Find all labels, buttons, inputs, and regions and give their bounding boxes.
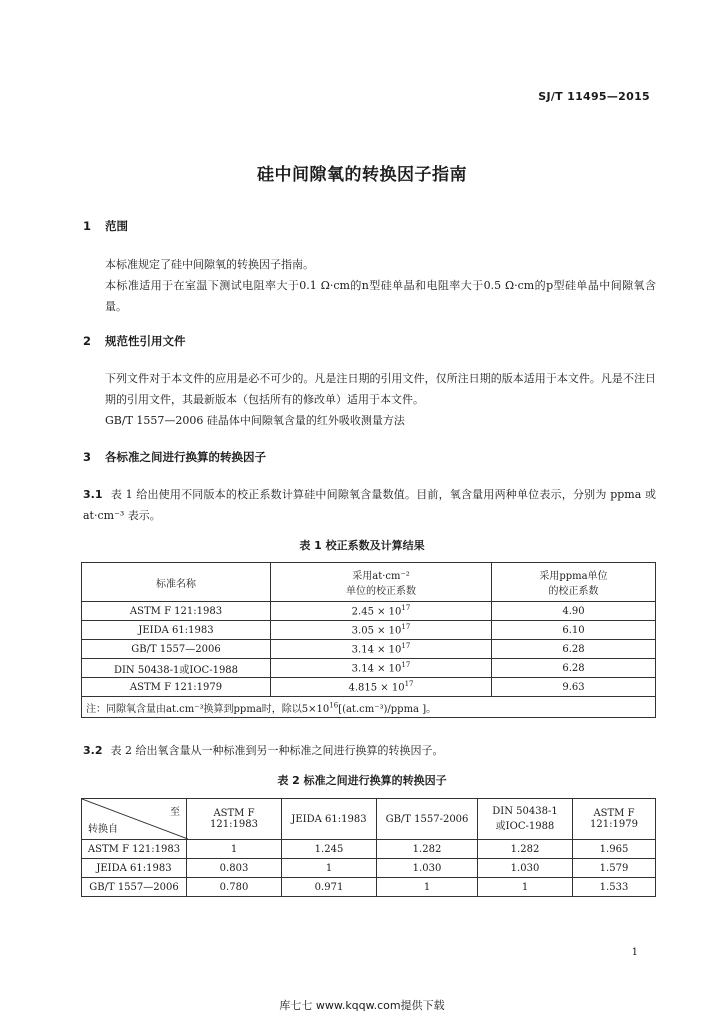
- table-1-header-standard: 标准名称: [82, 563, 271, 602]
- table-2-header-col: DIN 50438-1 或IOC-1988: [478, 799, 573, 840]
- table-2-cell: 0.780: [187, 878, 282, 897]
- clause-3-1: [83, 484, 656, 526]
- table-2-cell: 1.030: [377, 859, 478, 878]
- section-2-heading: [83, 333, 186, 349]
- download-footer[interactable]: 库七七 www.kqqw.com提供下载: [279, 999, 445, 1012]
- section-1-paragraph-1: 本标准规定了硅中间隙氧的转换因子指南。: [105, 258, 314, 271]
- table-2-cell: 1.282: [377, 840, 478, 859]
- table-1-header-atcm: [271, 563, 492, 602]
- section-3-title: 各标准之间进行换算的转换因子: [105, 450, 266, 464]
- table-2-cell: 1.282: [478, 840, 573, 859]
- table-1-cell-coef: $2.45 \times 10^{17}$: [271, 602, 492, 621]
- table-2-header-col: JEIDA 61:1983: [282, 799, 377, 840]
- table-1-cell-name: JEIDA 61:1983: [82, 621, 271, 640]
- table-2-cell: 1.030: [478, 859, 573, 878]
- section-1-paragraph-2: 本标准适用于在室温下测试电阻率大于0.1 Ω·cm的n型硅单晶和电阻率大于0.5 Ω·cm的p型硅单晶中间隙氧含量。: [105, 279, 656, 313]
- document-title: 硅中间隙氧的转换因子指南: [257, 165, 467, 185]
- table-2-header-col: ASTM F 121:1983: [187, 799, 282, 840]
- table-row: [82, 878, 656, 897]
- clause-3-2-text: 表 2 给出氧含量从一种标准到另一种标准之间进行换算的转换因子。: [110, 744, 444, 757]
- table-1-cell-ppma: 6.28: [492, 659, 656, 678]
- table-1-cell-name: DIN 50438-1或IOC-1988: [82, 659, 271, 678]
- table-2-row-label: JEIDA 61:1983: [82, 859, 187, 878]
- table-2-row-label: GB/T 1557—2006: [82, 878, 187, 897]
- table-1-cell-ppma: 9.63: [492, 678, 656, 697]
- clause-3-2: [83, 740, 656, 761]
- table-2-caption: 表 2 标准之间进行换算的转换因子: [277, 774, 447, 787]
- table-row: [82, 640, 656, 659]
- table-2-cell: 1.533: [573, 878, 656, 897]
- table-1-note-row: [82, 697, 656, 718]
- table-1-cell-name: ASTM F 121:1983: [82, 602, 271, 621]
- table-1-cell-ppma: 6.10: [492, 621, 656, 640]
- section-2-title: 规范性引用文件: [105, 334, 186, 348]
- table-1-cell-coef: $3.14 \times 10^{17}$: [271, 640, 492, 659]
- section-2-body: [83, 368, 656, 431]
- table-2-cell: 0.971: [282, 878, 377, 897]
- table-2-row-label: ASTM F 121:1983: [82, 840, 187, 859]
- standard-code: SJ/T 11495—2015: [538, 90, 650, 103]
- page-number: 1: [631, 947, 638, 958]
- clause-3-1-text: 表 1 给出使用不同版本的校正系数计算硅中间隙氧含量数值。目前，氧含量用两种单位表示，分别为 ppma 或 at·cm⁻³ 表示。: [83, 488, 656, 522]
- section-1-body: [83, 254, 656, 317]
- table-2-cell: 1: [377, 878, 478, 897]
- table-1-cell-coef: $4.815 \times 10^{17}$: [271, 678, 492, 697]
- table-2-corner-to: 至: [170, 807, 180, 818]
- table-2-cell: 1: [282, 859, 377, 878]
- table-2: [81, 798, 656, 897]
- table-1-header-ppma-line1: 采用ppma单位: [539, 571, 608, 582]
- table-row: [82, 678, 656, 697]
- table-1-cell-name: GB/T 1557—2006: [82, 640, 271, 659]
- table-2-header-row: [82, 799, 656, 840]
- table-1-header-atcm-line2: 单位的校正系数: [346, 586, 416, 597]
- table-row: [82, 840, 656, 859]
- section-2-reference: GB/T 1557—2006 硅晶体中间隙氧含量的红外吸收测量方法: [105, 414, 405, 427]
- section-3-number: 3: [83, 450, 92, 464]
- table-2-cell: 1.579: [573, 859, 656, 878]
- table-2-header-col: ASTM F 121:1979: [573, 799, 656, 840]
- table-1-cell-ppma: 4.90: [492, 602, 656, 621]
- table-2-cell: 1.245: [282, 840, 377, 859]
- table-2-cell: 1: [478, 878, 573, 897]
- table-1-header-ppma-line2: 的校正系数: [548, 586, 599, 597]
- section-2-number: 2: [83, 334, 92, 348]
- table-row: [82, 859, 656, 878]
- table-2-cell: 1.965: [573, 840, 656, 859]
- section-2-paragraph-1: 下列文件对于本文件的应用是必不可少的。凡是注日期的引用文件，仅所注日期的版本适用于本文件。凡是不注日期的引用文件，其最新版本（包括所有的修改单）适用于本文件。: [105, 372, 656, 406]
- clause-3-2-number: 3.2: [83, 744, 103, 757]
- table-1-header-row: [82, 563, 656, 602]
- table-row: [82, 659, 656, 678]
- table-row: [82, 621, 656, 640]
- table-1-cell-coef: $3.05 \times 10^{17}$: [271, 621, 492, 640]
- table-1-header-atcm-line1: 采用at·cm⁻²: [352, 571, 410, 582]
- table-1-cell-coef: $3.14 \times 10^{17}$: [271, 659, 492, 678]
- table-2-cell: 1: [187, 840, 282, 859]
- table-2-header-col: GB/T 1557-2006: [377, 799, 478, 840]
- section-1-heading: [83, 218, 128, 234]
- table-1-caption: 表 1 校正系数及计算结果: [299, 539, 425, 552]
- table-1: [81, 562, 656, 718]
- table-1-note: 注：同隙氧含量由at.cm⁻³换算到ppma时，除以$5\times 10^{16}[(at.cm^{-3})$/ppma ]。: [82, 697, 656, 718]
- table-2-corner-cell: [82, 799, 187, 840]
- table-1-header-ppma: [492, 563, 656, 602]
- table-2-corner-from: 转换自: [88, 824, 118, 835]
- table-1-cell-name: ASTM F 121:1979: [82, 678, 271, 697]
- clause-3-1-number: 3.1: [83, 488, 103, 501]
- table-row: [82, 602, 656, 621]
- table-2-cell: 0.803: [187, 859, 282, 878]
- section-1-title: 范围: [105, 219, 128, 233]
- section-1-number: 1: [83, 219, 92, 233]
- table-1-cell-ppma: 6.28: [492, 640, 656, 659]
- section-3-heading: [83, 449, 266, 465]
